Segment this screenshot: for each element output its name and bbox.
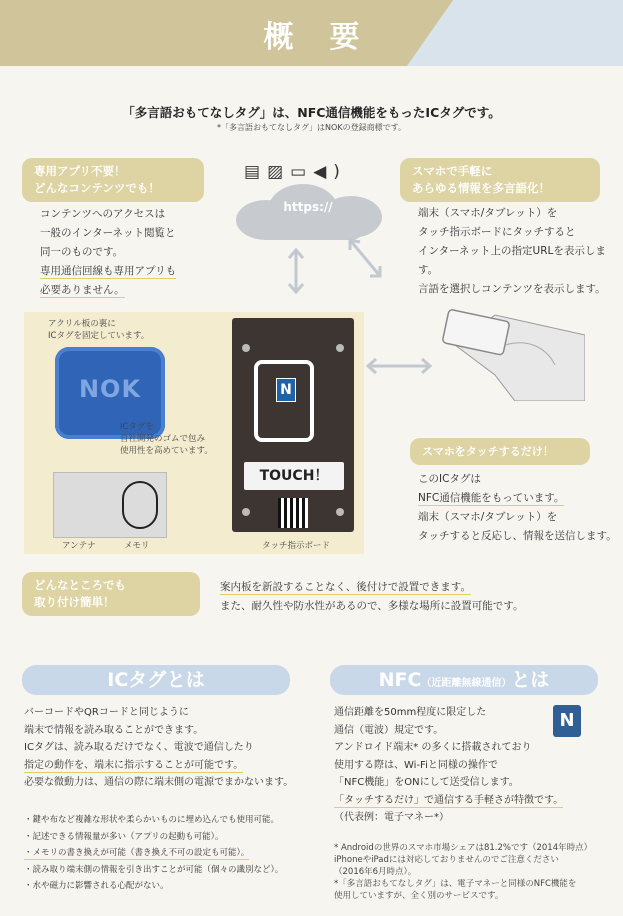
qr-code-icon — [278, 498, 308, 528]
antenna-label: アンテナ — [62, 541, 96, 551]
video-icon: ▭ — [290, 162, 314, 182]
document-icon: ▤ — [244, 162, 268, 182]
pill-line: 取り付け簡単！ — [34, 595, 115, 609]
nfc-footnotes: * Androidの世界のスマホ市場シェアは81.2%です（2014年時点） iPhoneやiPadには対応しておりませんのでご注意ください （2016年6月時点）。 *「多言語おもてなしタグ」は、電子マネーと同様のNFC機能を 使用していますが、全く別のサービスです。 — [334, 843, 593, 901]
touch-description: このICタグは NFC通信機能をもっています。 端末（スマホ/タブレット）を タッチすると反応し、情報を送信します。 — [418, 473, 617, 542]
touch-board — [232, 318, 354, 532]
cloud-url: https:// — [283, 200, 333, 214]
touch-label: TOUCH！ — [244, 462, 344, 490]
image-icon: ▨ — [267, 162, 291, 182]
nfc-mark-icon: N — [276, 378, 296, 402]
list-item: ・記述できる情報量が多い（アプリの起動も可能）。 — [24, 831, 224, 842]
ic-tag-feature-list — [24, 812, 283, 895]
ic-tag-section-title: ICタグとは — [22, 665, 290, 695]
trademark-note: *「多言語おもてなしタグ」はNOKの登録商標です。 — [217, 123, 406, 132]
nfc-logo-icon: N — [553, 705, 581, 737]
list-item: ・メモリの書き換えが可能（書き換え不可の設定も可能）。 — [24, 848, 250, 858]
pill-line: あらゆる情報を多言語化！ — [412, 181, 550, 195]
nok-logo: NOK — [78, 375, 142, 403]
lead-text: 「多言語おもてなしタグ」は、NFC通信機能をもったICタグです。 — [122, 105, 501, 120]
pill-line: どんなコンテンツでも！ — [34, 181, 160, 195]
ic-tag-inner-photo — [53, 472, 167, 538]
smartphone-usage-text: 端末（スマホ/タブレット）を タッチ指示ボードにタッチすると インターネット上の指定URLを表示します。 言語を選択しコンテンツを表示します。 — [418, 207, 606, 295]
board-caption: タッチ指示ボード — [262, 541, 331, 551]
list-item: ・水や磁力に影響される心配がない。 — [24, 881, 169, 891]
phone-icon — [254, 360, 314, 442]
ic-tag-description: バーコードやQRコードと同じように 端末で情報を読み取ることができます。 ICタグは、読み取るだけでなく、電波で通信したり 指定の動作を、端末に指示することが可能です。 必要な微動力は、通信の際に端末側の電源でまかないます。 — [24, 707, 294, 788]
nfc-section-title: NFC（近距離無線通信）とは — [330, 665, 598, 695]
pill-line: 専用アプリ不要！ — [34, 164, 126, 178]
sound-icon: ◀) — [313, 162, 347, 182]
nfc-description: 通信距離を50mm程度に限定した 通信（電波）規定です。 アンドロイド端末* の多くに搭載されており 使用する際は、Wi-Fiと同様の操作で 「NFC機能」をONにして送受信します。 「タッチするだけ」で通信する手軽さが特徴です。 （代表例：電子マネー*） — [334, 707, 564, 823]
pill-line: どんなところでも — [34, 578, 126, 592]
memory-label: メモリ — [124, 541, 150, 551]
memory-chip — [122, 481, 158, 529]
install-text: 案内板を新設することなく、後付けで設置できます。 また、耐久性や防水性があるので、多様な場所に設置可能です。 — [220, 581, 524, 612]
multilingual-pill — [400, 158, 600, 202]
page-title: 概要 — [263, 20, 396, 55]
list-item: ・読み取り端末側の情報を引き出すことが可能（個々の識別など）。 — [24, 864, 284, 875]
hand-phone-icon — [435, 305, 585, 401]
easy-install-pill — [22, 572, 200, 616]
list-item: ・鍵や布など複雑な形状や柔らかいものに埋め込んでも使用可能。 — [24, 815, 280, 825]
pill-line: スマホで手軽に — [412, 164, 493, 178]
acrylic-caption: アクリル板の裏に ICタグを固定しています。 — [48, 319, 150, 341]
content-access-text: コンテンツへのアクセスは 一般のインターネット閲覧と 同一のものです。 専用通信回線も専用アプリも 必要ありません。 — [40, 208, 177, 296]
touch-only-pill: スマホをタッチするだけ！ — [410, 438, 590, 465]
tag-caption: ICタグを 自社開発のゴムで包み 使用性を高めています。 — [120, 422, 213, 456]
